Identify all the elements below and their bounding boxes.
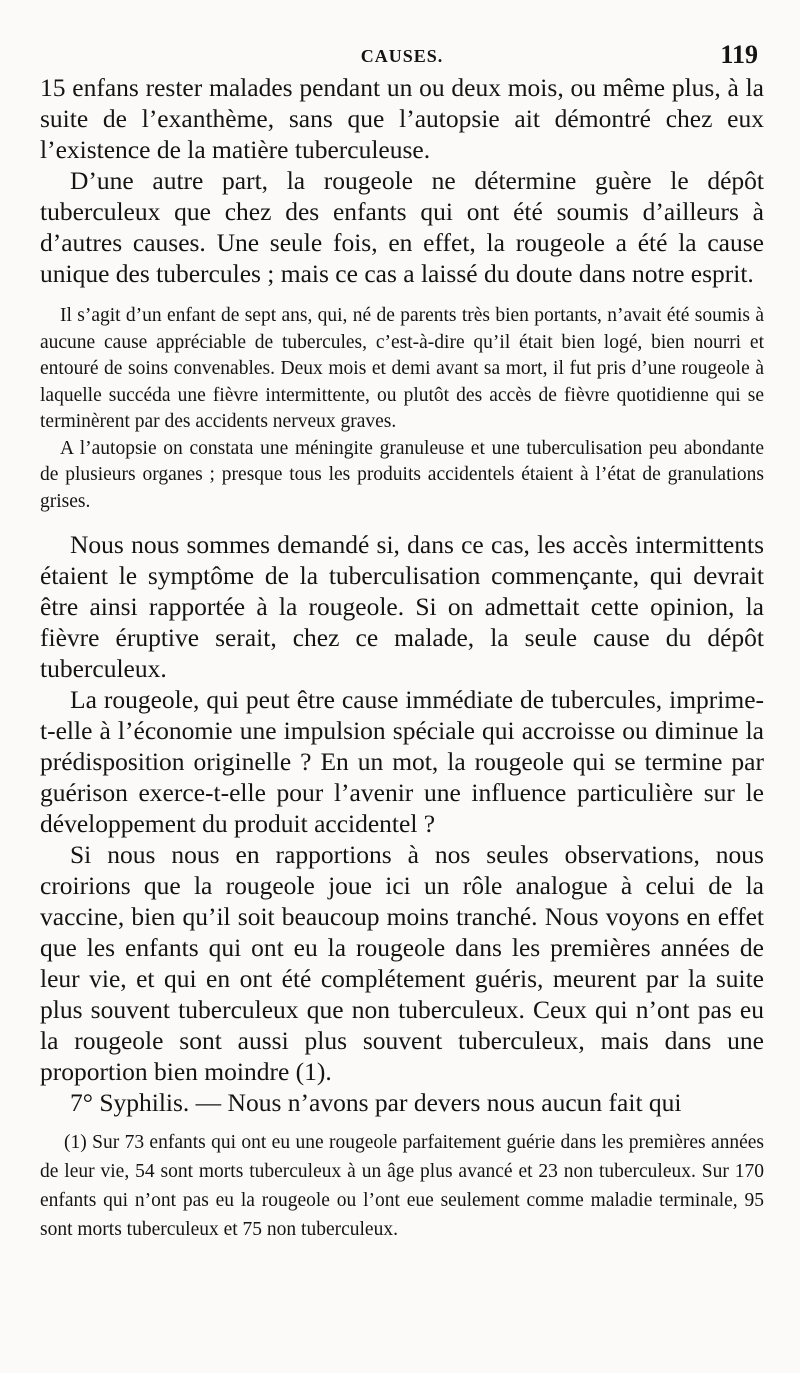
case-observation — [40, 303, 764, 515]
paragraph-syphilis-heading: 7° Syphilis. — Nous n’avons par devers nous aucun fait qui — [70, 1088, 682, 1117]
paragraph-measles-deposit: D’une autre part, la rougeole ne détermine guère le dépôt tuberculeux que chez des enfants qui ont été soumis d’ailleurs à d’autres causes. Une seule fois, en effet, la rougeole a été la cause unique des tubercules ; mais ce cas a laissé du doute dans notre esprit. — [40, 166, 764, 288]
footnote — [40, 1128, 764, 1244]
paragraph-continued: 15 enfans rester malades pendant un ou deux mois, ou même plus, à la suite de l’exanthème, sans que l’autopsie ait démontré chez eux l’existence de la matière tuberculeuse. — [40, 73, 764, 164]
page-number: 119 — [720, 40, 758, 69]
main-text-continued — [40, 529, 764, 1118]
paragraph-predisposition: La rougeole, qui peut être cause immédiate de tubercules, imprime-t-elle à l’économie une impulsion spéciale qui accroisse ou diminue la prédisposition originelle ? En un mot, la rougeole qui se termine par guérison exerce-t-elle pour l’avenir une influence particulière sur le développement du produit accidentel ? — [40, 685, 764, 838]
paragraph-intermittent-fever: Nous nous sommes demandé si, dans ce cas, les accès intermittents étaient le symptôme de la tuberculisation commençante, qui devrait être ainsi rapportée à la rougeole. Si on admettait cette opinion, la fièvre éruptive serait, chez ce malade, la seule cause du dépôt tuberculeux. — [40, 530, 764, 683]
case-autopsy: A l’autopsie on constata une méningite granuleuse et une tuberculisation peu abondante de plusieurs organes ; presque tous les produits accidentels étaient à l’état de granulations grises. — [40, 437, 764, 512]
case-description: Il s’agit d’un enfant de sept ans, qui, né de parents très bien portants, n’avait été soumis à aucune cause appréciable de tubercules, c’est-à-dire qu’il était bien logé, bien nourri et entouré de soins convenables. Deux mois et demi avant sa mort, il fut pris d’une rougeole à laquelle succéda une fièvre intermittente, ou plutôt des accès de fièvre quotidienne qui se terminèrent par des accidents nerveux graves. — [40, 305, 764, 432]
paragraph-vaccine-analogy: Si nous nous en rapportions à nos seules observations, nous croirions que la rougeole joue ici un rôle analogue à celui de la vaccine, bien qu’il soit beaucoup moins tranché. Nous voyons en effet que les enfants qui ont eu la rougeole dans les premières années de leur vie, et qui en ont été complétement guéris, meurent par la suite plus souvent tuberculeux que non tuberculeux. Ceux qui n’ont pas eu la rougeole sont aussi plus souvent tuberculeux, mais dans une proportion bien moindre (1). — [40, 840, 764, 1086]
running-head — [40, 40, 764, 72]
running-title: CAUSES. — [360, 46, 444, 66]
footnote-text: (1) Sur 73 enfants qui ont eu une rougeole parfaitement guérie dans les premières années de leur vie, 54 sont morts tuberculeux à un âge plus avancé et 23 non tuberculeux. Sur 170 enfants qui n’ont pas eu la rougeole ou l’ont eue seulement comme maladie terminale, 95 sont morts tuberculeux et 75 non tuberculeux. — [40, 1132, 764, 1240]
main-text — [40, 72, 764, 289]
